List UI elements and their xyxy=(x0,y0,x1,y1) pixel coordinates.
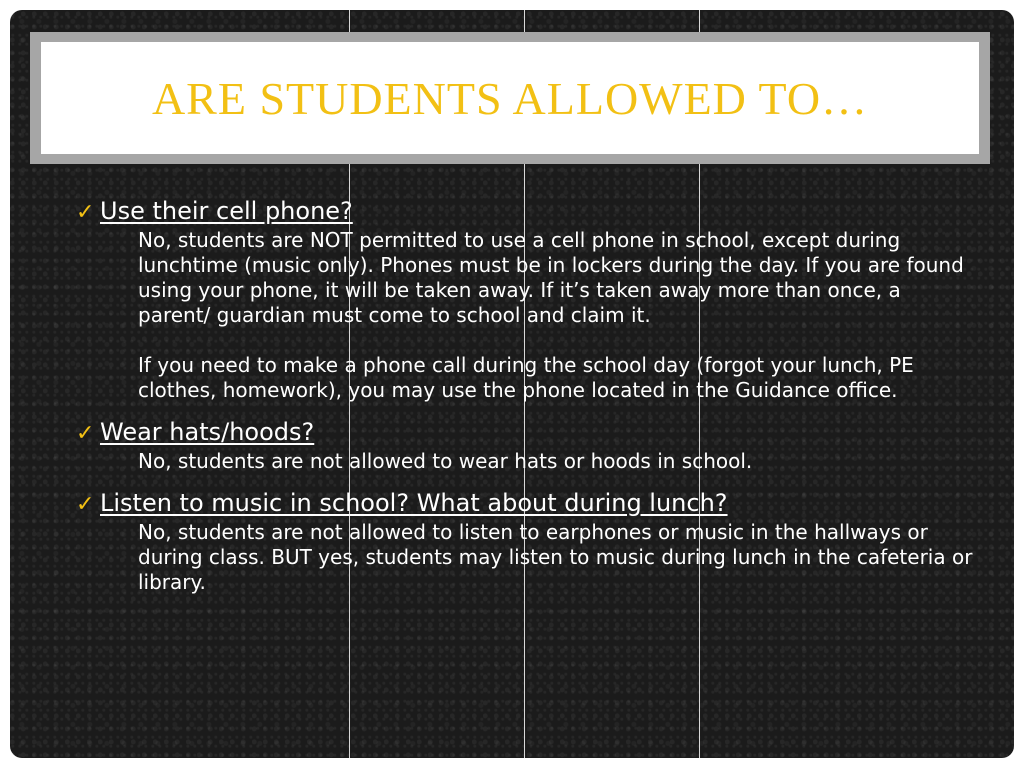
question-text: Use their cell phone? xyxy=(100,197,353,225)
question-text: Listen to music in school? What about during lunch? xyxy=(100,489,728,517)
list-item xyxy=(76,488,976,595)
answer-text: No, students are not allowed to wear hats or hoods in school. xyxy=(138,449,753,473)
content-area xyxy=(76,196,976,609)
answer-text: No, students are not allowed to listen to earphones or music in the hallways or during class. BUT yes, students may listen to music during lunch in the cafeteria or library. xyxy=(138,520,973,594)
item-heading xyxy=(76,417,976,449)
checkmark-icon: ✓ xyxy=(76,200,95,225)
checkmark-icon: ✓ xyxy=(76,421,95,446)
slide-title: ARE STUDENTS ALLOWED TO… xyxy=(151,72,869,124)
checkmark-icon: ✓ xyxy=(76,492,95,517)
answer-block xyxy=(138,228,976,403)
list-item xyxy=(76,196,976,403)
answer-text: If you need to make a phone call during the school day (forgot your lunch, PE clothes, homework), you may use the phone located in the Guidance office. xyxy=(138,353,914,402)
item-heading xyxy=(76,488,976,520)
list-item xyxy=(76,417,976,474)
title-box xyxy=(41,42,979,154)
answer-block xyxy=(138,520,976,595)
slide xyxy=(10,10,1014,758)
title-frame xyxy=(30,32,990,164)
question-text: Wear hats/hoods? xyxy=(100,418,315,446)
item-heading xyxy=(76,196,976,228)
answer-block xyxy=(138,449,976,474)
answer-text: No, students are NOT permitted to use a cell phone in school, except during lunchtime (music only). Phones must be in lockers during the day. If you are found using your phone, it will be taken away. If it’s taken away more than once, a parent/ guardian must come to school and claim it. xyxy=(138,228,964,327)
